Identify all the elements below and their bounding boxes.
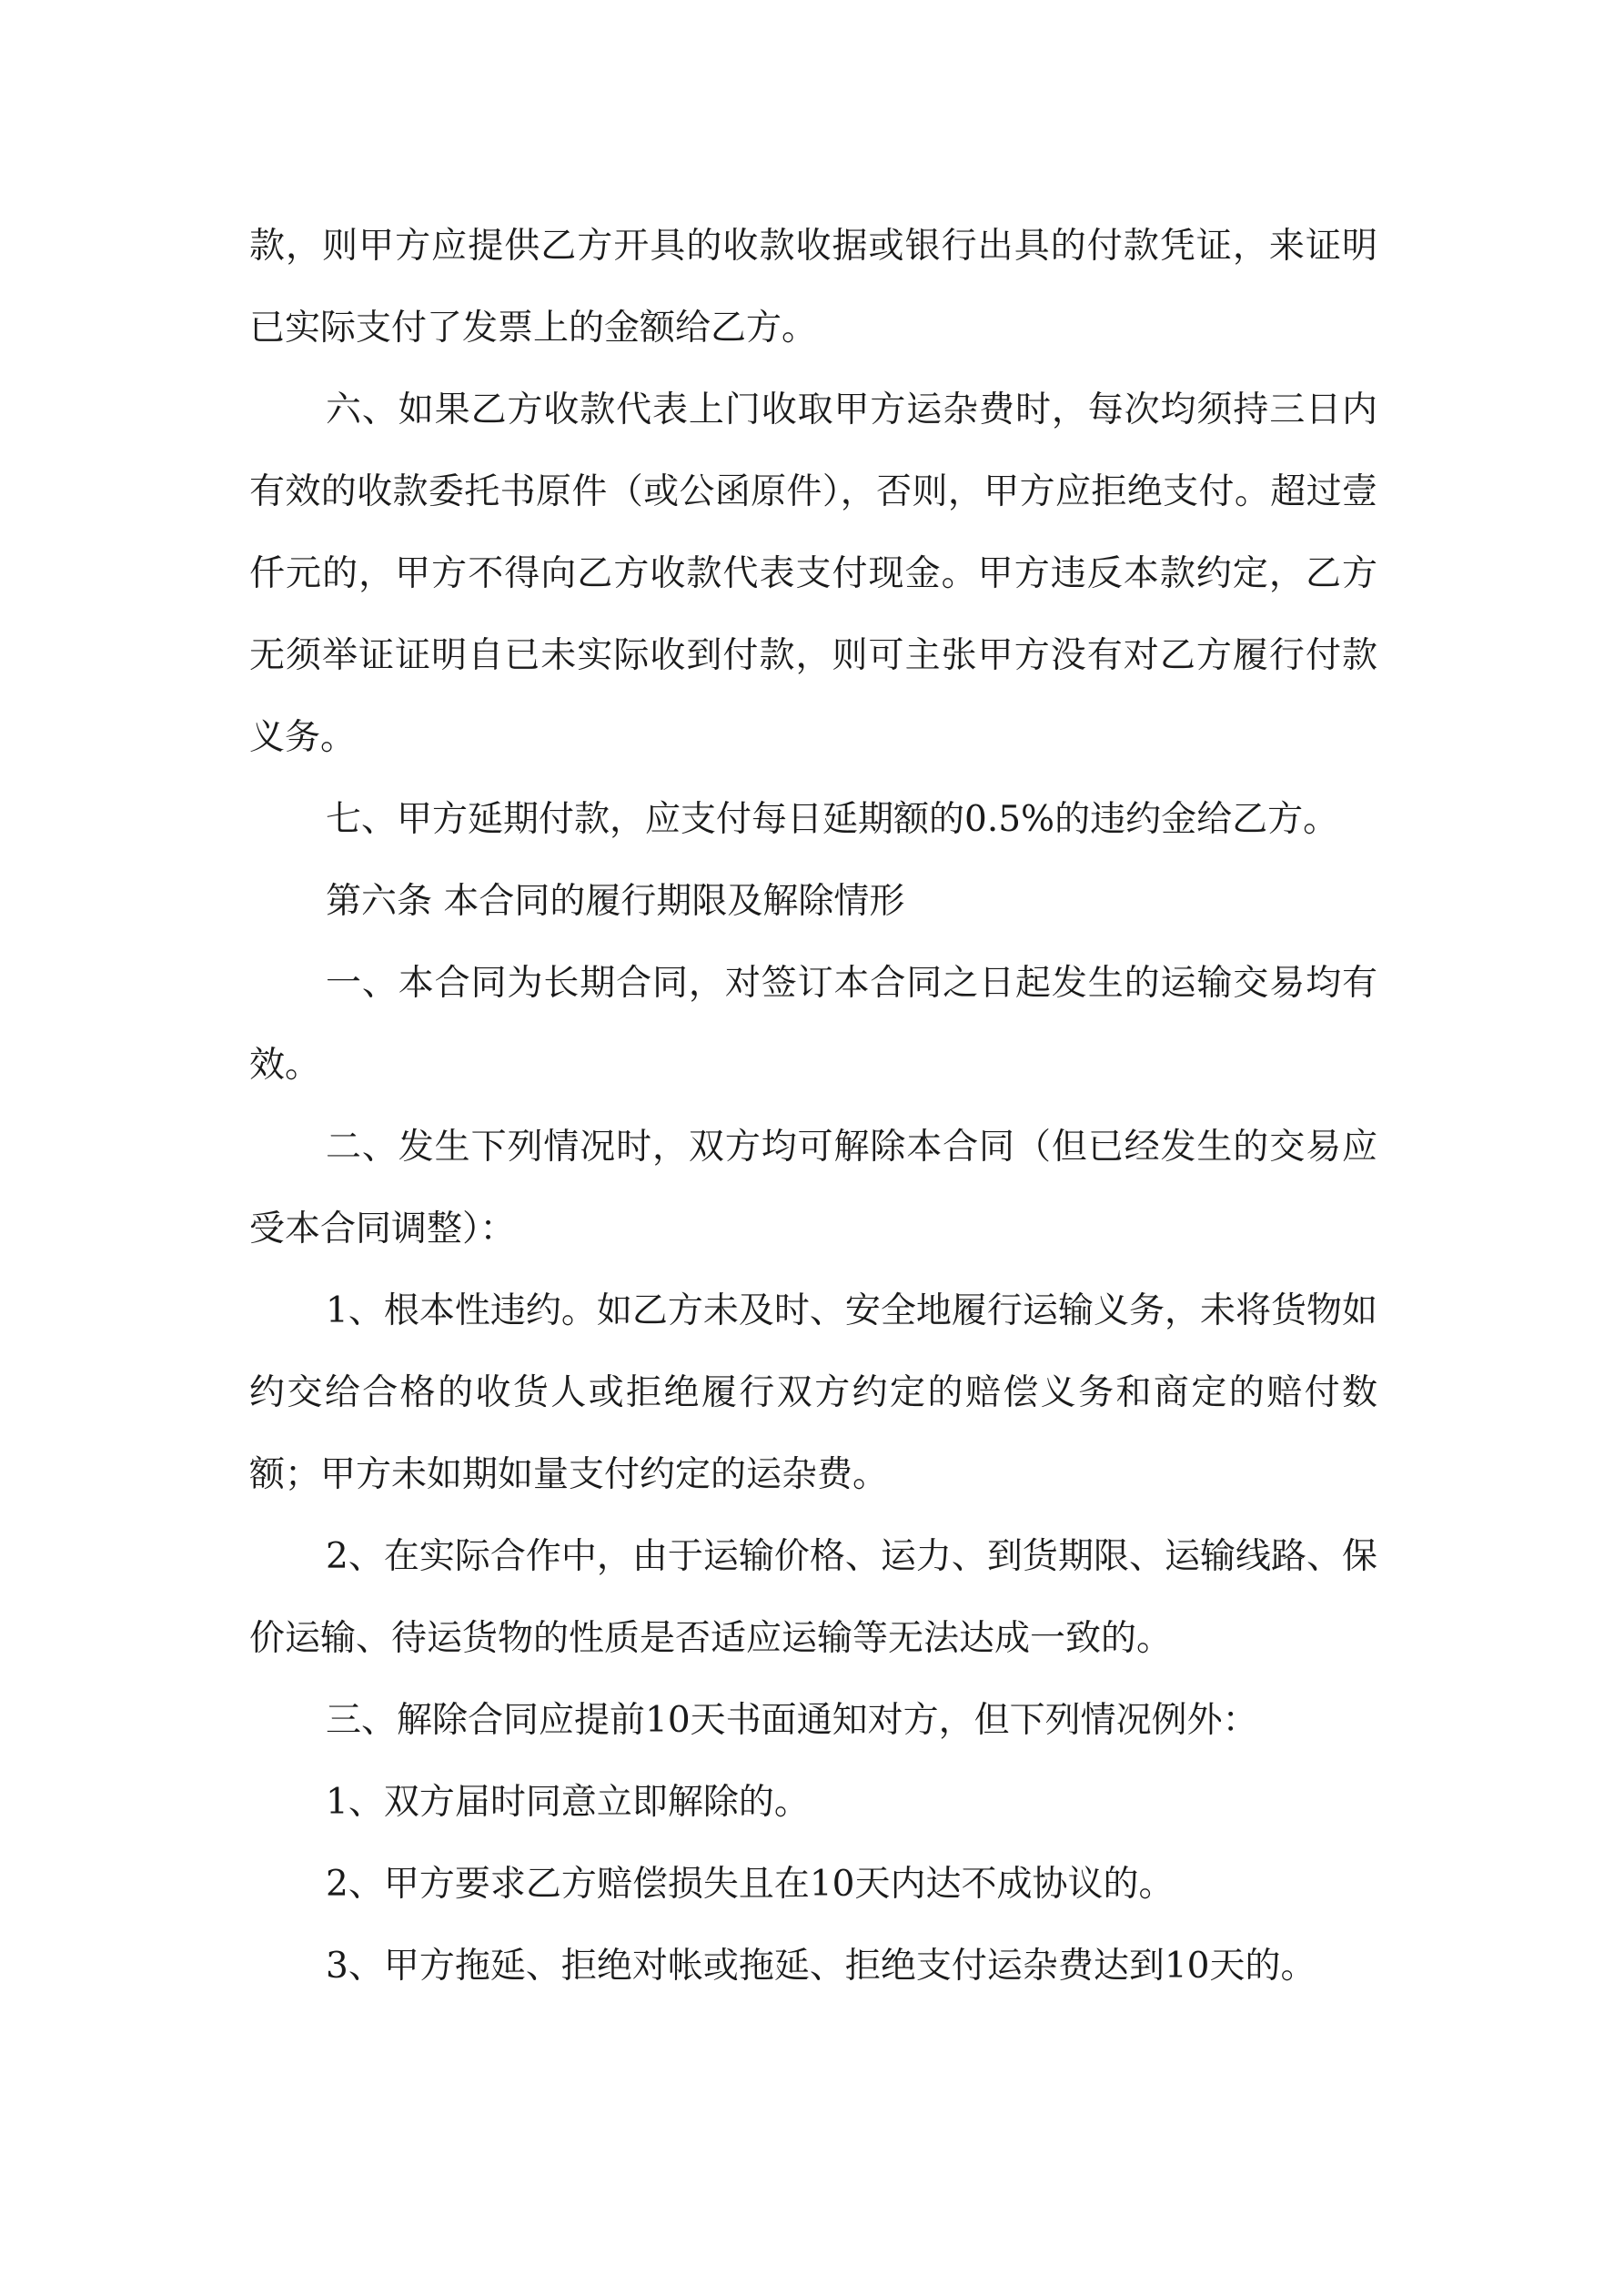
- paragraph-7: 1、根本性违约。如乙方未及时、安全地履行运输义务，未将货物如约交给合格的收货人或拒绝履行双方约定的赔偿义务和商定的赔付数额；甲方未如期如量支付约定的运杂费。: [249, 1290, 1377, 1495]
- paragraph-10: 1、双方届时同意立即解除的。: [326, 1782, 810, 1823]
- paragraph-6: 二、发生下列情况时，双方均可解除本合同（但已经发生的交易应受本合同调整）：: [249, 1127, 1377, 1249]
- paragraph-1: 款，则甲方应提供乙方开具的收款收据或银行出具的付款凭证，来证明已实际支付了发票上的金额给乙方。: [249, 226, 1377, 349]
- paragraph-5: 一、本合同为长期合同，对签订本合同之日起发生的运输交易均有效。: [249, 963, 1377, 1086]
- paragraph-3: 七、甲方延期付款，应支付每日延期额的0.5%的违约金给乙方。: [326, 799, 1339, 840]
- paragraph-8: 2、在实际合作中，由于运输价格、运力、到货期限、运输线路、保价运输、待运货物的性质是否适应运输等无法达成一致的。: [249, 1536, 1377, 1659]
- document-body: [249, 206, 1377, 2008]
- paragraph-12: 3、甲方拖延、拒绝对帐或拖延、拒绝支付运杂费达到10天的。: [326, 1946, 1316, 1987]
- section-heading-article-6: 第六条 本合同的履行期限及解除情形: [326, 881, 905, 922]
- paragraph-9: 三、解除合同应提前10天书面通知对方，但下列情况例外：: [326, 1700, 1258, 1741]
- paragraph-2: 六、如果乙方收款代表上门收取甲方运杂费时，每次均须持三日内有效的收款委托书原件（或公函原件），否则，甲方应拒绝支付。超过壹仟元的，甲方不得向乙方收款代表支付现金。甲方违反本款约定，乙方无须举证证明自已未实际收到付款，则可主张甲方没有对乙方履行付款义务。: [249, 389, 1377, 758]
- paragraph-11: 2、甲方要求乙方赔偿损失且在10天内达不成协议的。: [326, 1864, 1175, 1905]
